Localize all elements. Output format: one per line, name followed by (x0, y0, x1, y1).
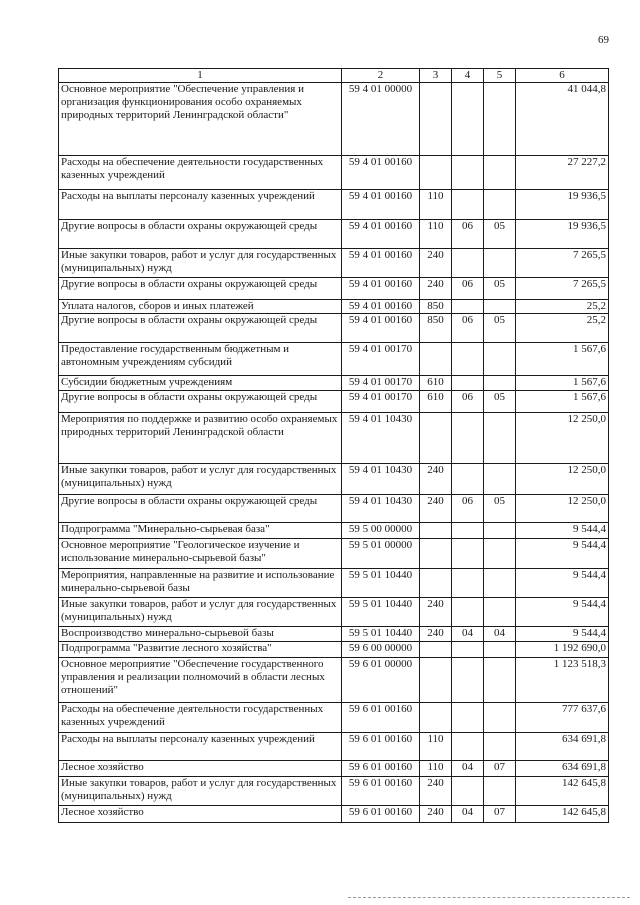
row-expense-type: 610 (420, 391, 452, 413)
row-name: Другие вопросы в области охраны окружающей среды (59, 495, 342, 523)
row-amount: 1 192 690,0 (516, 642, 609, 658)
header-col-4: 4 (452, 69, 484, 83)
row-code: 59 4 01 00160 (342, 278, 420, 300)
row-name: Другие вопросы в области охраны окружающей среды (59, 314, 342, 343)
table-row (59, 642, 609, 658)
row-section (452, 376, 484, 391)
row-section (452, 300, 484, 314)
row-subsection: 07 (484, 806, 516, 823)
row-section (452, 598, 484, 627)
row-subsection: 05 (484, 278, 516, 300)
row-code: 59 4 01 00170 (342, 391, 420, 413)
row-subsection (484, 413, 516, 464)
table-row (59, 495, 609, 523)
row-code: 59 5 01 10440 (342, 569, 420, 598)
row-name: Лесное хозяйство (59, 761, 342, 777)
row-subsection (484, 539, 516, 569)
header-row (59, 69, 609, 83)
row-section (452, 83, 484, 156)
row-name: Основное мероприятие "Геологическое изучение и использование минерально-сырьевой базы" (59, 539, 342, 569)
row-amount: 12 250,0 (516, 413, 609, 464)
row-section (452, 156, 484, 190)
row-amount: 1 567,6 (516, 391, 609, 413)
row-section (452, 658, 484, 703)
table-header (59, 69, 609, 83)
row-subsection: 05 (484, 220, 516, 249)
row-expense-type (420, 156, 452, 190)
row-amount: 9 544,4 (516, 523, 609, 539)
row-section: 06 (452, 220, 484, 249)
table-row (59, 539, 609, 569)
row-section (452, 190, 484, 220)
table-row (59, 83, 609, 156)
row-amount: 142 645,8 (516, 806, 609, 823)
row-code: 59 6 01 00160 (342, 806, 420, 823)
row-amount: 634 691,8 (516, 761, 609, 777)
row-amount: 7 265,5 (516, 278, 609, 300)
row-code: 59 4 01 10430 (342, 495, 420, 523)
row-code: 59 4 01 00160 (342, 190, 420, 220)
row-code: 59 6 00 00000 (342, 642, 420, 658)
row-expense-type: 850 (420, 314, 452, 343)
row-amount: 1 123 518,3 (516, 658, 609, 703)
row-expense-type: 240 (420, 627, 452, 642)
row-name: Расходы на обеспечение деятельности государственных казенных учреждений (59, 156, 342, 190)
table-row (59, 761, 609, 777)
row-name: Субсидии бюджетным учреждениям (59, 376, 342, 391)
row-code: 59 4 01 00000 (342, 83, 420, 156)
header-col-3: 3 (420, 69, 452, 83)
row-expense-type: 850 (420, 300, 452, 314)
row-amount: 9 544,4 (516, 569, 609, 598)
row-expense-type: 610 (420, 376, 452, 391)
row-amount: 1 567,6 (516, 343, 609, 376)
row-code: 59 4 01 00170 (342, 343, 420, 376)
row-subsection: 05 (484, 495, 516, 523)
row-code: 59 5 00 00000 (342, 523, 420, 539)
table-body (59, 83, 609, 823)
row-code: 59 5 01 00000 (342, 539, 420, 569)
table-row (59, 658, 609, 703)
row-expense-type: 110 (420, 733, 452, 761)
header-col-6: 6 (516, 69, 609, 83)
row-amount: 27 227,2 (516, 156, 609, 190)
table-row (59, 314, 609, 343)
row-amount: 9 544,4 (516, 539, 609, 569)
row-code: 59 6 01 00000 (342, 658, 420, 703)
row-name: Расходы на обеспечение деятельности государственных казенных учреждений (59, 703, 342, 733)
row-subsection (484, 83, 516, 156)
row-section (452, 523, 484, 539)
row-subsection (484, 300, 516, 314)
row-amount: 19 936,5 (516, 220, 609, 249)
row-amount: 25,2 (516, 314, 609, 343)
row-expense-type (420, 569, 452, 598)
page-number: 69 (598, 34, 609, 46)
row-name: Иные закупки товаров, работ и услуг для государственных (муниципальных) нужд (59, 598, 342, 627)
row-subsection (484, 376, 516, 391)
row-section: 04 (452, 806, 484, 823)
row-expense-type (420, 343, 452, 376)
row-name: Лесное хозяйство (59, 806, 342, 823)
row-expense-type: 240 (420, 464, 452, 495)
row-amount: 12 250,0 (516, 495, 609, 523)
row-code: 59 4 01 00160 (342, 156, 420, 190)
row-subsection (484, 249, 516, 278)
row-section: 06 (452, 391, 484, 413)
row-amount: 142 645,8 (516, 777, 609, 806)
header-col-5: 5 (484, 69, 516, 83)
header-col-1: 1 (59, 69, 342, 83)
row-expense-type: 110 (420, 220, 452, 249)
row-name: Иные закупки товаров, работ и услуг для государственных (муниципальных) нужд (59, 249, 342, 278)
row-subsection (484, 523, 516, 539)
row-expense-type: 240 (420, 495, 452, 523)
row-expense-type (420, 83, 452, 156)
row-expense-type: 240 (420, 249, 452, 278)
header-col-2: 2 (342, 69, 420, 83)
row-name: Основное мероприятие "Обеспечение государственного управления и реализации полномочий в области лесных отношений" (59, 658, 342, 703)
row-amount: 634 691,8 (516, 733, 609, 761)
row-section: 06 (452, 278, 484, 300)
table-row (59, 376, 609, 391)
row-expense-type (420, 703, 452, 733)
row-amount: 9 544,4 (516, 598, 609, 627)
row-subsection (484, 464, 516, 495)
row-section: 04 (452, 761, 484, 777)
row-subsection: 04 (484, 627, 516, 642)
row-subsection (484, 569, 516, 598)
row-subsection (484, 598, 516, 627)
row-code: 59 6 01 00160 (342, 733, 420, 761)
row-code: 59 6 01 00160 (342, 777, 420, 806)
row-name: Воспроизводство минерально-сырьевой базы (59, 627, 342, 642)
row-subsection: 05 (484, 314, 516, 343)
row-code: 59 5 01 10440 (342, 627, 420, 642)
row-name: Уплата налогов, сборов и иных платежей (59, 300, 342, 314)
row-subsection (484, 190, 516, 220)
row-section: 06 (452, 314, 484, 343)
row-name: Предоставление государственным бюджетным и автономным учреждениям субсидий (59, 343, 342, 376)
row-section: 04 (452, 627, 484, 642)
row-section (452, 413, 484, 464)
table-row (59, 806, 609, 823)
row-code: 59 4 01 10430 (342, 464, 420, 495)
row-amount: 41 044,8 (516, 83, 609, 156)
row-expense-type: 240 (420, 278, 452, 300)
row-amount: 25,2 (516, 300, 609, 314)
row-section (452, 464, 484, 495)
table-row (59, 278, 609, 300)
row-amount: 1 567,6 (516, 376, 609, 391)
row-amount: 19 936,5 (516, 190, 609, 220)
table-row (59, 733, 609, 761)
row-code: 59 5 01 10440 (342, 598, 420, 627)
row-subsection: 05 (484, 391, 516, 413)
table-row (59, 190, 609, 220)
row-name: Мероприятия по поддержке и развитию особо охраняемых природных территорий Ленинградской области (59, 413, 342, 464)
row-subsection (484, 733, 516, 761)
row-subsection: 07 (484, 761, 516, 777)
row-section (452, 249, 484, 278)
row-subsection (484, 642, 516, 658)
row-code: 59 4 01 00160 (342, 249, 420, 278)
row-section (452, 642, 484, 658)
row-section (452, 539, 484, 569)
table-row (59, 523, 609, 539)
row-subsection (484, 156, 516, 190)
row-expense-type: 110 (420, 190, 452, 220)
row-section (452, 703, 484, 733)
row-name: Расходы на выплаты персоналу казенных учреждений (59, 733, 342, 761)
row-section (452, 343, 484, 376)
row-section (452, 733, 484, 761)
row-name: Иные закупки товаров, работ и услуг для государственных (муниципальных) нужд (59, 777, 342, 806)
row-name: Основное мероприятие "Обеспечение управления и организация функционирования особо охраняемых природных территорий Ленинградской области" (59, 83, 342, 156)
table-row (59, 156, 609, 190)
row-section (452, 569, 484, 598)
row-name: Другие вопросы в области охраны окружающей среды (59, 391, 342, 413)
row-name: Другие вопросы в области охраны окружающей среды (59, 220, 342, 249)
row-name: Другие вопросы в области охраны окружающей среды (59, 278, 342, 300)
table-row (59, 220, 609, 249)
row-amount: 9 544,4 (516, 627, 609, 642)
row-expense-type (420, 642, 452, 658)
table-row (59, 703, 609, 733)
row-name: Подпрограмма "Развитие лесного хозяйства" (59, 642, 342, 658)
row-code: 59 6 01 00160 (342, 761, 420, 777)
row-expense-type (420, 658, 452, 703)
row-code: 59 4 01 00160 (342, 300, 420, 314)
row-name: Иные закупки товаров, работ и услуг для государственных (муниципальных) нужд (59, 464, 342, 495)
table-row (59, 598, 609, 627)
budget-table (58, 68, 609, 823)
row-code: 59 4 01 00170 (342, 376, 420, 391)
row-expense-type (420, 523, 452, 539)
row-code: 59 4 01 00160 (342, 314, 420, 343)
row-expense-type: 240 (420, 806, 452, 823)
row-expense-type: 240 (420, 777, 452, 806)
table-row (59, 249, 609, 278)
row-code: 59 6 01 00160 (342, 703, 420, 733)
row-name: Мероприятия, направленные на развитие и использование минерально-сырьевой базы (59, 569, 342, 598)
table-row (59, 300, 609, 314)
row-subsection (484, 658, 516, 703)
row-expense-type: 240 (420, 598, 452, 627)
row-subsection (484, 777, 516, 806)
table-row (59, 627, 609, 642)
row-subsection (484, 343, 516, 376)
row-code: 59 4 01 00160 (342, 220, 420, 249)
row-expense-type (420, 413, 452, 464)
table-row (59, 391, 609, 413)
row-section: 06 (452, 495, 484, 523)
row-amount: 777 637,6 (516, 703, 609, 733)
table-row (59, 777, 609, 806)
row-code: 59 4 01 10430 (342, 413, 420, 464)
table-row (59, 343, 609, 376)
table-row (59, 464, 609, 495)
row-amount: 12 250,0 (516, 464, 609, 495)
row-name: Расходы на выплаты персоналу казенных учреждений (59, 190, 342, 220)
row-section (452, 777, 484, 806)
row-subsection (484, 703, 516, 733)
table-row (59, 413, 609, 464)
row-amount: 7 265,5 (516, 249, 609, 278)
row-expense-type: 110 (420, 761, 452, 777)
footer-line (348, 897, 630, 898)
table-row (59, 569, 609, 598)
row-name: Подпрограмма "Минерально-сырьевая база" (59, 523, 342, 539)
row-expense-type (420, 539, 452, 569)
